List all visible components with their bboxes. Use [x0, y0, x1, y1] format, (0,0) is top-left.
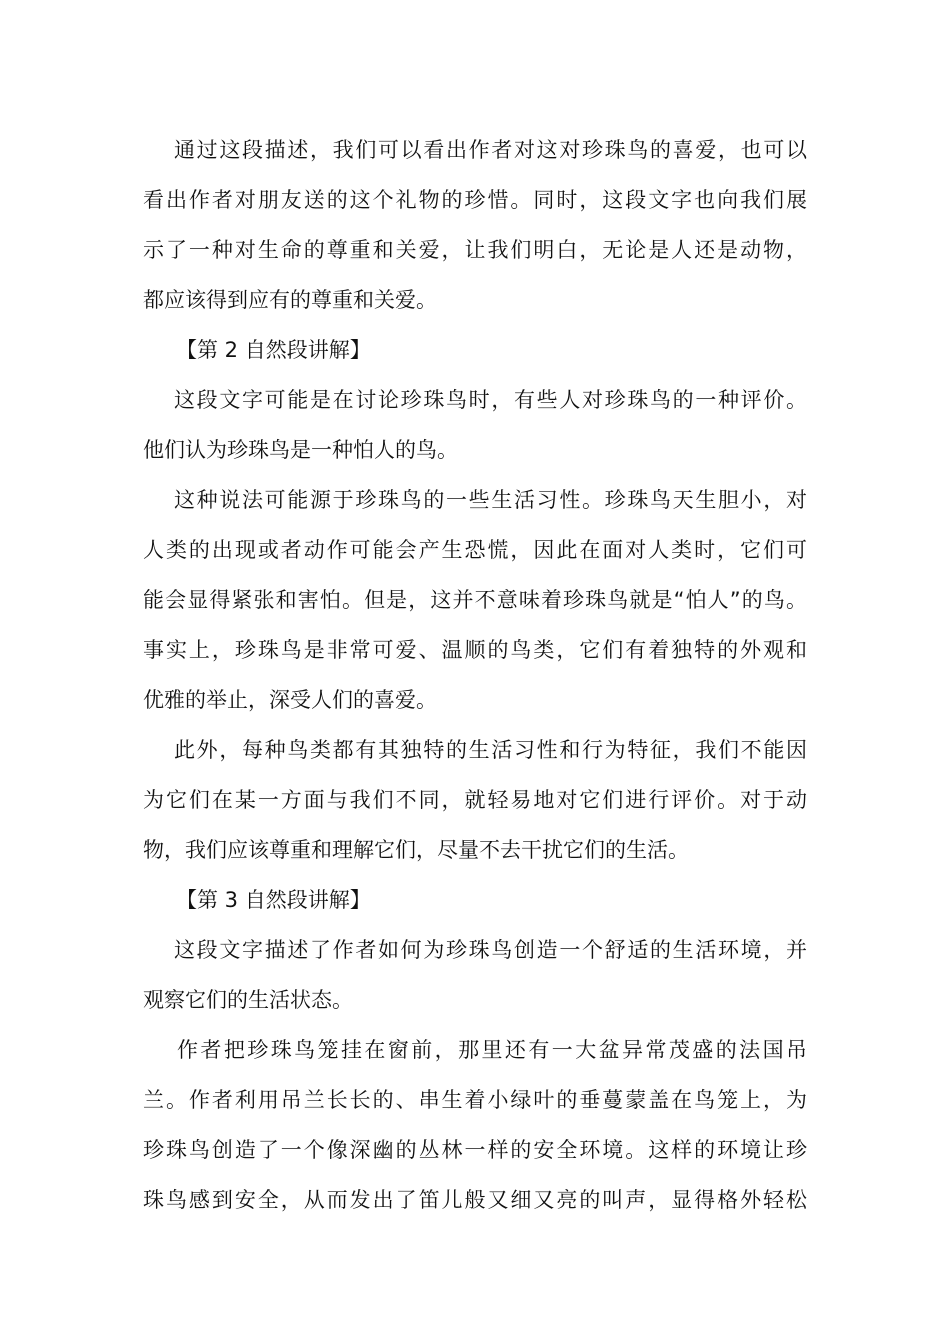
section-heading-text: 【第 2 自然段讲解】: [176, 338, 371, 362]
text-line: 看出作者对朋友送的这个礼物的珍惜。同时，这段文字也向我们展: [143, 188, 807, 212]
text-line: 这种说法可能源于珍珠鸟的一些生活习性。珍珠鸟天生胆小，对: [174, 488, 807, 512]
text-line: 优雅的举止，深受人们的喜爱。: [143, 688, 437, 712]
section-heading: [143, 875, 807, 925]
text-line: 通过这段描述，我们可以看出作者对这对珍珠鸟的喜爱，也可以: [174, 138, 807, 162]
text-line: 此外，每种鸟类都有其独特的生活习性和行为特征，我们不能因: [174, 738, 807, 762]
text-line: 珍珠鸟创造了一个像深幽的丛林一样的安全环境。这样的环境让珍: [143, 1138, 807, 1162]
paragraph: [143, 925, 807, 1025]
text-line: 这段文字描述了作者如何为珍珠鸟创造一个舒适的生活环境，并: [174, 938, 807, 962]
text-line: 这段文字可能是在讨论珍珠鸟时，有些人对珍珠鸟的一种评价。: [174, 388, 807, 412]
paragraph: [143, 1025, 807, 1225]
text-line: 能会显得紧张和害怕。但是，这并不意味着珍珠鸟就是“怕人”的鸟。: [143, 588, 807, 612]
section-heading-text: 【第 3 自然段讲解】: [176, 888, 371, 912]
text-line: 物，我们应该尊重和理解它们，尽量不去干扰它们的生活。: [143, 838, 689, 862]
text-line: 观察它们的生活状态。: [143, 988, 353, 1012]
text-line: 示了一种对生命的尊重和关爱，让我们明白，无论是人还是动物，: [143, 238, 807, 262]
text-line: 作者把珍珠鸟笼挂在窗前，那里还有一大盆异常茂盛的法国吊: [177, 1038, 807, 1062]
text-line: 为它们在某一方面与我们不同，就轻易地对它们进行评价。对于动: [143, 788, 807, 812]
section-heading: [143, 325, 807, 375]
paragraph: [143, 725, 807, 875]
paragraph: [143, 125, 807, 325]
document-body: [143, 125, 807, 1225]
text-line: 他们认为珍珠鸟是一种怕人的鸟。: [143, 438, 458, 462]
text-line: 都应该得到应有的尊重和关爱。: [143, 288, 437, 312]
paragraph: [143, 475, 807, 725]
text-line: 人类的出现或者动作可能会产生恐慌，因此在面对人类时，它们可: [143, 538, 807, 562]
paragraph: [143, 375, 807, 475]
text-line: 事实上，珍珠鸟是非常可爱、温顺的鸟类，它们有着独特的外观和: [143, 638, 807, 662]
text-line: 兰。作者利用吊兰长长的、串生着小绿叶的垂蔓蒙盖在鸟笼上，为: [143, 1088, 807, 1112]
text-line: 珠鸟感到安全，从而发出了笛儿般又细又亮的叫声，显得格外轻松: [143, 1188, 807, 1212]
